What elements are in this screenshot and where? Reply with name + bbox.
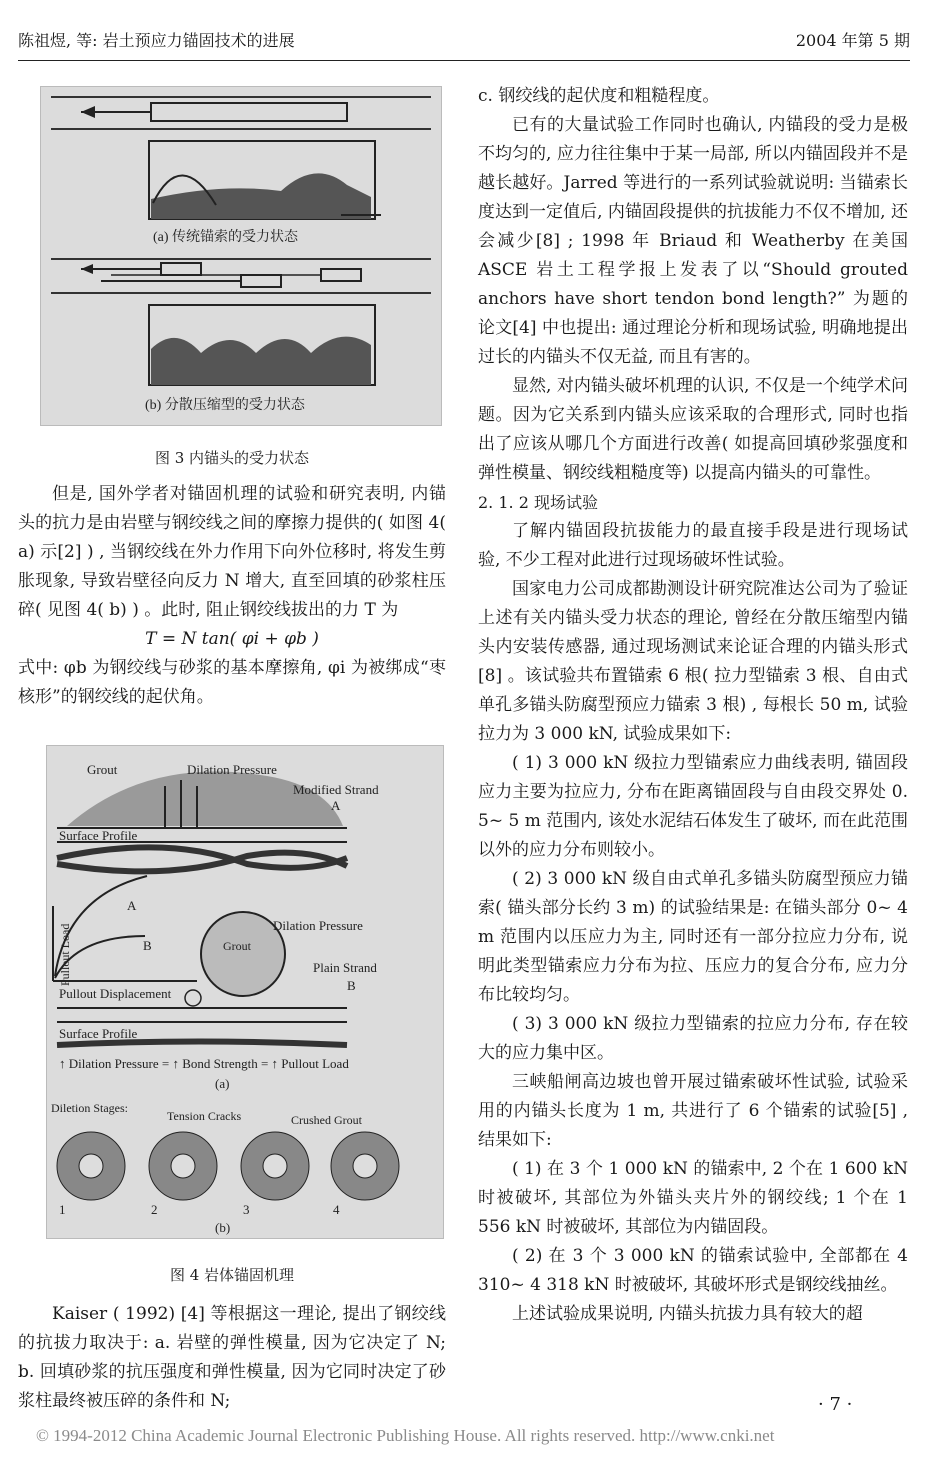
- figure-3-caption: 图 3 内锚头的受力状态: [154, 449, 310, 467]
- header-title: 陈祖煜, 等: 岩土预应力锚固技术的进展: [18, 31, 295, 50]
- paragraph: 三峡船闸高边坡也曾开展过锚索破坏性试验, 试验采用的内锚头长度为 1 m, 共进行了 6 个锚索的试验[5] , 结果如下:: [478, 1072, 908, 1150]
- stage-4-label: 4: [333, 1202, 340, 1217]
- label-A-top: A: [331, 798, 341, 813]
- stage-3-label: 3: [243, 1202, 250, 1217]
- paragraph: ( 2) 在 3 个 3 000 kN 的锚索试验中, 全部都在 4 310~ 4 318 kN 时被破坏, 其破坏形式是钢绞线抽丝。: [478, 1246, 908, 1295]
- curve-A-label: A: [127, 898, 137, 913]
- surface-profile-label: Surface Profile: [59, 828, 138, 843]
- paragraph: 显然, 对内锚头破坏机理的认识, 不仅是一个纯学术问题。因为它关系到内锚头应该采取的合理形式, 同时也指出了应该从哪几个方面进行改善( 如提高回填砂浆强度和弹性模量、钢绞线粗糙度等) 以提高内锚头的可靠性。: [478, 376, 908, 483]
- surface-profile-label-2: Surface Profile: [59, 1026, 138, 1041]
- paragraph: c. 钢绞线的起伏度和粗糙程度。: [478, 86, 720, 106]
- page-number: · 7 ·: [818, 1394, 853, 1415]
- paragraph: ( 2) 3 000 kN 级自由式单孔多锚头防腐型预应力锚索( 锚头部分长约 3 m) 的试验结果是: 在锚头部分 0~ 4 m 范围内以压应力为主, 同时还有一部分拉应力分布, 说明此类型锚索应力分布为拉、压应力的复合分布, 应力分布比较均匀。: [478, 869, 908, 1005]
- section-heading: 2. 1. 2 现场试验: [478, 493, 598, 512]
- dilation-equation: ↑ Dilation Pressure = ↑ Bond Strength = ↑ Pullout Load: [59, 1056, 349, 1071]
- paragraph: ( 3) 3 000 kN 级拉力型锚索的拉应力分布, 存在较大的应力集中区。: [478, 1014, 908, 1063]
- figure-4-caption: 图 4 岩体锚固机理: [169, 1266, 295, 1284]
- paragraph: 上述试验成果说明, 内锚头抗拔力具有较大的超: [512, 1304, 863, 1324]
- figure-4: [46, 745, 444, 1239]
- paragraph: 已有的大量试验工作同时也确认, 内锚段的受力是极不均匀的, 应力往往集中于某一局部, 所以内锚固段并不是越长越好。Jarred 等进行的一系列试验就说明: 当锚索长度达到一定值后, 内锚固段提供的抗拔能力不仅不增加, 还会减少[8] ; 1998 年 Briaud 和 Weatherby 在美国 ASCE 岩土工程学报上发表了以“Should grouted anchors have short tendon bond length?” 为题的论文[4] 中也提出: 通过理论分析和现场试验, 明确地提出过长的内锚头不仅无益, 而且有害的。: [478, 115, 908, 367]
- figure-3a-label: (a) 传统锚索的受力状态: [153, 230, 299, 245]
- paragraph: 了解内锚固段抗拔能力的最直接手段是进行现场试验, 不少工程对此进行过现场破坏性试验。: [478, 521, 908, 570]
- paragraph: 式中: φb 为钢绞线与砂浆的基本摩擦角, φi 为被绑成“枣核形”的钢绞线的起伏角。: [18, 658, 446, 707]
- dilation-pressure-label: Dilation Pressure: [187, 762, 277, 777]
- figure-3-drawing: [41, 87, 441, 425]
- header-rule: [18, 60, 910, 61]
- crushed-grout-label: Crushed Grout: [291, 1113, 362, 1127]
- curve-B-label: B: [143, 938, 152, 953]
- modified-strand-label: Modified Strand: [293, 782, 379, 797]
- subfigure-a-label: (a): [215, 1076, 230, 1091]
- paragraph: ( 1) 在 3 个 1 000 kN 的锚索中, 2 个在 1 600 kN 时被破坏, 其部位为外锚头夹片外的钢绞线; 1 个在 1 556 kN 时被破坏, 其部位为内锚固段。: [478, 1159, 908, 1237]
- stage-1-label: 1: [59, 1202, 66, 1217]
- dilation-pressure-detail-label: Dilation Pressure: [273, 918, 363, 933]
- label-B-right: B: [347, 978, 356, 993]
- left-column-bottom: [18, 1300, 446, 1416]
- figure-3b-label: (b) 分散压缩型的受力状态: [145, 398, 305, 413]
- pullout-load-axis-label: Pullout Load: [58, 923, 72, 986]
- tension-cracks-label: Tension Cracks: [167, 1109, 242, 1123]
- formula: T = N tan( φi + φb ): [145, 629, 319, 649]
- subfigure-b-label: (b): [215, 1220, 231, 1235]
- paragraph: ( 1) 3 000 kN 级拉力型锚索应力曲线表明, 锚固段应力主要为拉应力, 分布在距离锚固段与自由段交界处 0. 5~ 5 m 范围内, 该处水泥结石体发生了破坏, 而在此范围以外的应力分布则较小。: [478, 753, 908, 860]
- copyright-footer: © 1994-2012 China Academic Journal Electronic Publishing House. All rights reserved. http://www.cnki.net: [36, 1426, 775, 1445]
- pullout-displacement-label: Pullout Displacement: [59, 986, 172, 1001]
- right-column: [478, 82, 908, 1329]
- header-issue: 2004 年第 5 期: [795, 31, 910, 50]
- plain-strand-label: Plain Strand: [313, 960, 377, 975]
- left-column-top: [18, 480, 446, 712]
- paragraph: Kaiser ( 1992) [4] 等根据这一理论, 提出了钢绞线的抗拔力取决于: a. 岩壁的弹性模量, 因为它决定了 N; b. 回填砂浆的抗压强度和弹性模量, 因为它同时决定了砂浆柱最终被压碎的条件和 N;: [18, 1304, 446, 1411]
- figure-3: [40, 86, 442, 426]
- running-header: [18, 28, 910, 58]
- figure-4-drawing: [47, 746, 443, 1238]
- paragraph: 但是, 国外学者对锚固机理的试验和研究表明, 内锚头的抗力是由岩壁与钢绞线之间的摩擦力提供的( 如图 4( a) 示[2] ) , 当钢绞线在外力作用下向外位移时, 将发生剪胀现象, 导致岩壁径向反力 N 增大, 直至回填的砂浆柱压碎( 见图 4( b) ) 。此时, 阻止钢绞线拔出的力 T 为: [18, 484, 446, 620]
- paragraph: 国家电力公司成都勘测设计研究院准达公司为了验证上述有关内锚头受力状态的理论, 曾经在分散压缩型内锚头内安装传感器, 通过现场测试来论证合理的内锚头形式[8] 。该试验共布置锚索 6 根( 拉力型锚索 3 根、自由式单孔多锚头防腐型预应力锚索 3 根) , 每根长 50 m, 试验拉力为 3 000 kN, 试验成果如下:: [478, 579, 908, 744]
- grout-label: Grout: [87, 762, 118, 777]
- stage-2-label: 2: [151, 1202, 158, 1217]
- dilation-stages-label: Diletion Stages:: [51, 1101, 128, 1115]
- grout-detail-label: Grout: [223, 939, 251, 953]
